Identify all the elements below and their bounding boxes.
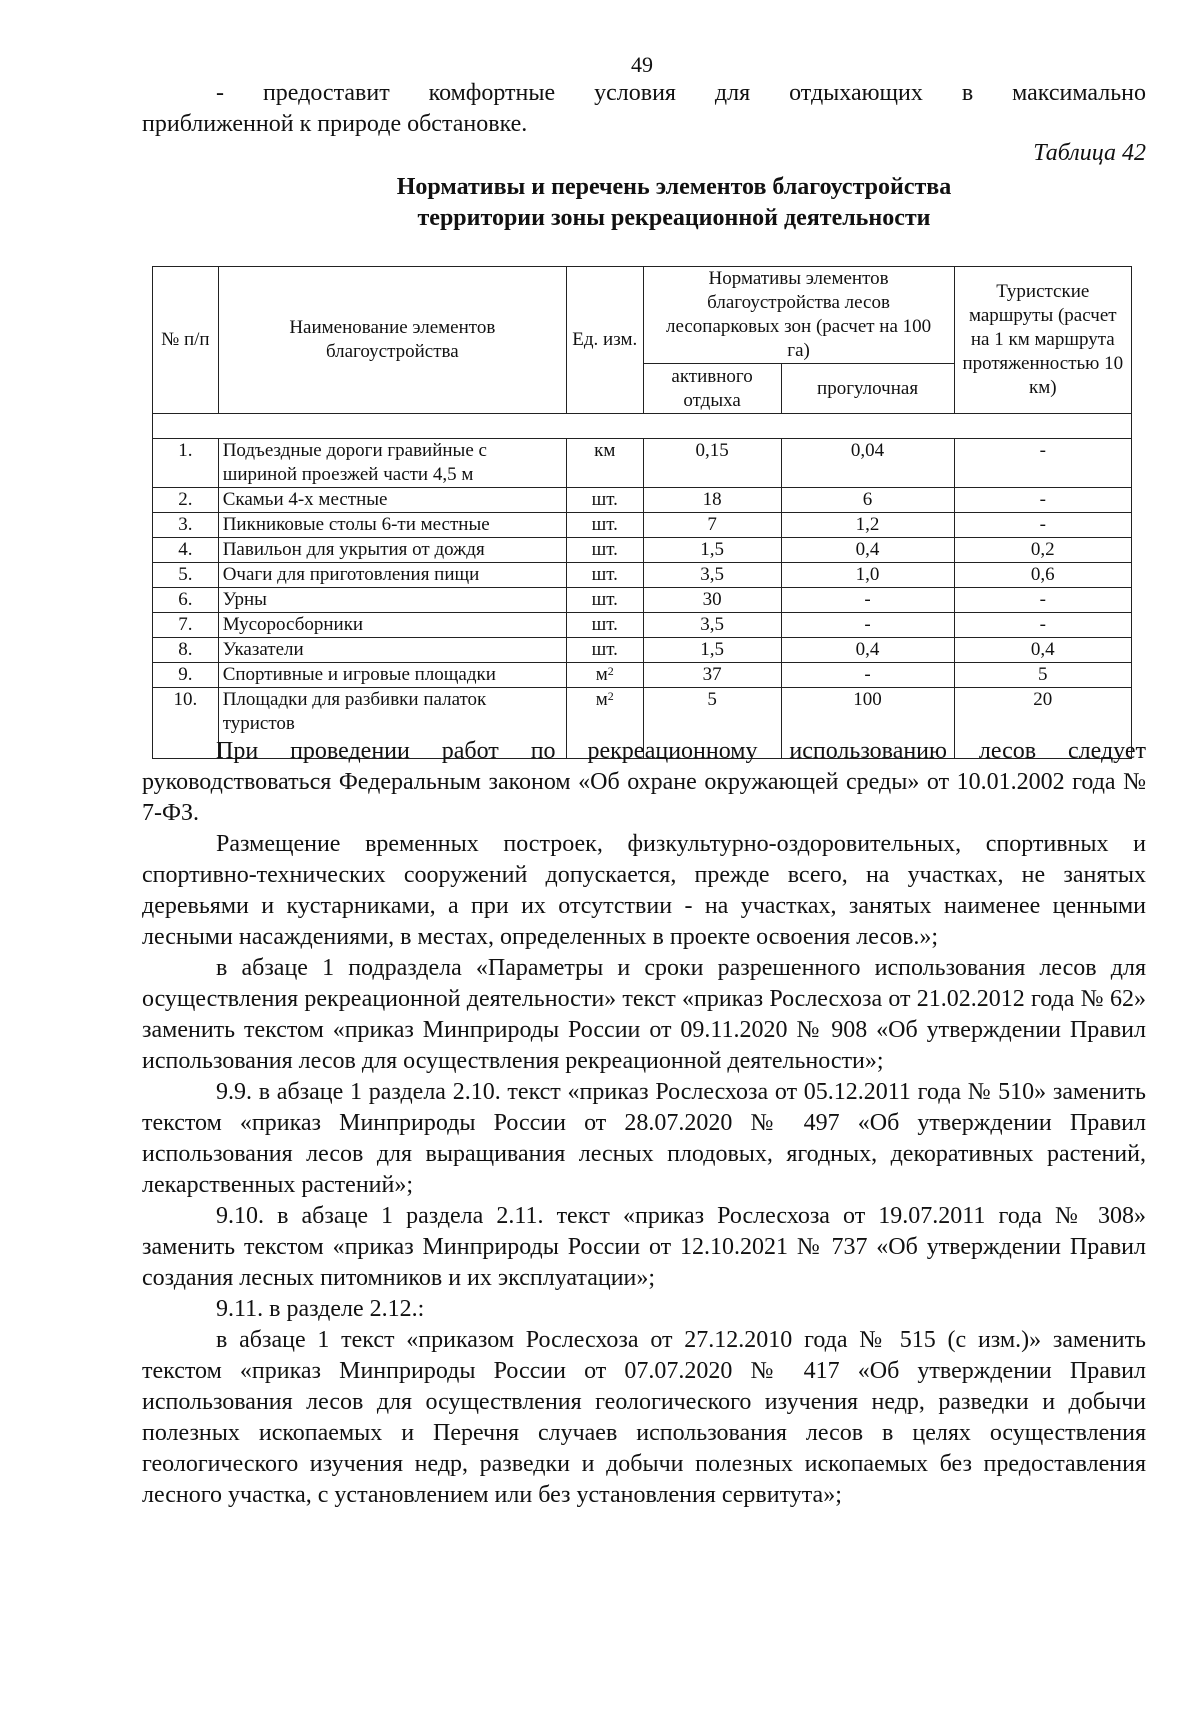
cell-tourist: - (954, 439, 1131, 488)
table-row (153, 588, 1132, 613)
body-text (142, 736, 1146, 1511)
cell-unit (566, 613, 643, 638)
table-title-line-2: территории зоны рекреационной деятельности (417, 205, 931, 231)
unit-text: шт. (591, 514, 618, 535)
paragraph: 9.11. в разделе 2.12.: (216, 1296, 425, 1322)
cell-walking: 6 (781, 488, 954, 513)
cell-walking: 0,04 (781, 439, 954, 488)
unit-exponent: 2 (607, 664, 614, 678)
table-label: Таблица 42 (1033, 140, 1146, 166)
paragraph: 9.9. в абзаце 1 раздела 2.10. текст «приказ Рослесхоза от 05.12.2011 года № 510» заменить текстом «приказ Минприроды России от 28.07.2020 № 497 «Об утверждении Правил использования лесов для выращивания лесных плодовых, ягодных, декоративных растений, лекарственных растений»; (142, 1079, 1146, 1198)
header-tourist: Туристские маршруты (расчет на 1 км маршрута протяженностью 10 км) (954, 267, 1131, 414)
cell-active: 3,5 (643, 613, 781, 638)
cell-unit (566, 538, 643, 563)
intro-paragraph (142, 78, 1146, 140)
cell-tourist: - (954, 488, 1131, 513)
cell-name: Подъездные дороги гравийные с шириной проезжей части 4,5 м (218, 439, 566, 488)
cell-walking: - (781, 613, 954, 638)
cell-active: 0,15 (643, 439, 781, 488)
header-unit: Ед. изм. (566, 267, 643, 414)
unit-text: м (595, 689, 608, 710)
cell-active: 3,5 (643, 563, 781, 588)
cell-unit (566, 588, 643, 613)
cell-walking: - (781, 588, 954, 613)
table-title-line-1: Нормативы и перечень элементов благоустройства (396, 174, 952, 200)
cell-tourist: 0,2 (954, 538, 1131, 563)
cell-tourist: 0,6 (954, 563, 1131, 588)
cell-unit (566, 488, 643, 513)
cell-num: 10. (153, 688, 219, 759)
table-row (153, 488, 1132, 513)
table-row (153, 439, 1132, 488)
table-row (153, 563, 1132, 588)
cell-walking: - (781, 663, 954, 688)
cell-active: 7 (643, 513, 781, 538)
unit-text: шт. (591, 489, 618, 510)
cell-tourist: - (954, 613, 1131, 638)
cell-active: 30 (643, 588, 781, 613)
cell-unit (566, 663, 643, 688)
paragraph: в абзаце 1 текст «приказом Рослесхоза от 27.12.2010 года № 515 (с изм.)» заменить текстом «приказ Минприроды России от 07.07.2020 № 417 «Об утверждении Правил использования лесов для осуществления геологического изучения недр, разведки и добычи полезных ископаемых и Перечня случаев использования лесов в целях осуществления геологического изучения недр, разведки и добычи полезных ископаемых без предоставления лесного участка, с установлением или без установления сервитута»; (142, 1327, 1146, 1508)
cell-num: 9. (153, 663, 219, 688)
cell-name: Пикниковые столы 6-ти местные (218, 513, 566, 538)
header-active: активного отдыха (643, 364, 781, 414)
cell-unit (566, 638, 643, 663)
cell-name: Павильон для укрытия от дождя (218, 538, 566, 563)
cell-walking: 100 (781, 688, 954, 759)
cell-name: Указатели (218, 638, 566, 663)
cell-unit (566, 513, 643, 538)
header-walking: прогулочная (781, 364, 954, 414)
table-body (153, 414, 1132, 759)
paragraph: Размещение временных построек, физкультурно-оздоровительных, спортивных и спортивно-технических сооружений допускается, прежде всего, на участках, не занятых деревьями и кустарниками, а при их отсутствии - на участках, занятых наименее ценными лесными насаждениями, в местах, определенных в проекте освоения лесов.»; (142, 831, 1146, 950)
unit-exponent: 2 (607, 689, 614, 703)
cell-num: 8. (153, 638, 219, 663)
unit-text: км (594, 440, 616, 461)
cell-num: 4. (153, 538, 219, 563)
cell-tourist: 5 (954, 663, 1131, 688)
cell-active: 37 (643, 663, 781, 688)
cell-tourist: - (954, 513, 1131, 538)
cell-active: 18 (643, 488, 781, 513)
cell-walking: 0,4 (781, 638, 954, 663)
unit-text: шт. (591, 564, 618, 585)
header-norms: Нормативы элементов благоустройства лесов лесопарковых зон (расчет на 100 га) (643, 267, 954, 364)
paragraph: При проведении работ по рекреационному использованию лесов следует руководствоваться Федеральным законом «Об охране окружающей среды» от 10.01.2002 года № 7-ФЗ. (142, 738, 1146, 826)
table-row (153, 663, 1132, 688)
cell-unit (566, 563, 643, 588)
cell-walking: 0,4 (781, 538, 954, 563)
table-row (153, 513, 1132, 538)
unit-text: шт. (591, 589, 618, 610)
table-title (142, 172, 1146, 234)
cell-name: Мусоросборники (218, 613, 566, 638)
cell-tourist: - (954, 588, 1131, 613)
header-name: Наименование элементов благоустройства (218, 267, 566, 414)
cell-walking: 1,0 (781, 563, 954, 588)
cell-unit (566, 439, 643, 488)
cell-name: Урны (218, 588, 566, 613)
paragraph: в абзаце 1 подраздела «Параметры и сроки разрешенного использования лесов для осуществления рекреационной деятельности» текст «приказ Рослесхоза от 21.02.2012 года № 62» заменить текстом «приказ Минприроды России от 09.11.2020 № 908 «Об утверждении Правил использования лесов для осуществления рекреационной деятельности»; (142, 955, 1146, 1074)
paragraph: 9.10. в абзаце 1 раздела 2.11. текст «приказ Рослесхоза от 19.07.2011 года № 308» заменить текстом «приказ Минприроды России от 12.10.2021 № 737 «Об утверждении Правил создания лесных питомников и их эксплуатации»; (142, 1203, 1146, 1291)
cell-num: 2. (153, 488, 219, 513)
unit-text: шт. (591, 539, 618, 560)
cell-tourist: 20 (954, 688, 1131, 759)
cell-active: 1,5 (643, 638, 781, 663)
table-row (153, 613, 1132, 638)
unit-text: шт. (591, 614, 618, 635)
intro-line-1: - предоставит комфортные условия для отдыхающих в максимально (216, 80, 1146, 106)
cell-name: Площадки для разбивки палаток туристов (218, 688, 566, 759)
cell-tourist: 0,4 (954, 638, 1131, 663)
table-row (153, 638, 1132, 663)
cell-num: 3. (153, 513, 219, 538)
spacer-row (153, 414, 1132, 439)
header-num: № п/п (153, 267, 219, 414)
cell-num: 6. (153, 588, 219, 613)
table-row (153, 538, 1132, 563)
unit-text: шт. (591, 639, 618, 660)
page-number: 49 (631, 52, 653, 77)
cell-num: 7. (153, 613, 219, 638)
intro-line-2: приближенной к природе обстановке. (142, 111, 528, 137)
cell-num: 1. (153, 439, 219, 488)
cell-name: Скамьи 4-х местные (218, 488, 566, 513)
cell-walking: 1,2 (781, 513, 954, 538)
cell-name: Спортивные и игровые площадки (218, 663, 566, 688)
cell-active: 1,5 (643, 538, 781, 563)
cell-num: 5. (153, 563, 219, 588)
unit-text: м (595, 664, 608, 685)
cell-name: Очаги для приготовления пищи (218, 563, 566, 588)
cell-active: 5 (643, 688, 781, 759)
norms-table (152, 266, 1132, 759)
